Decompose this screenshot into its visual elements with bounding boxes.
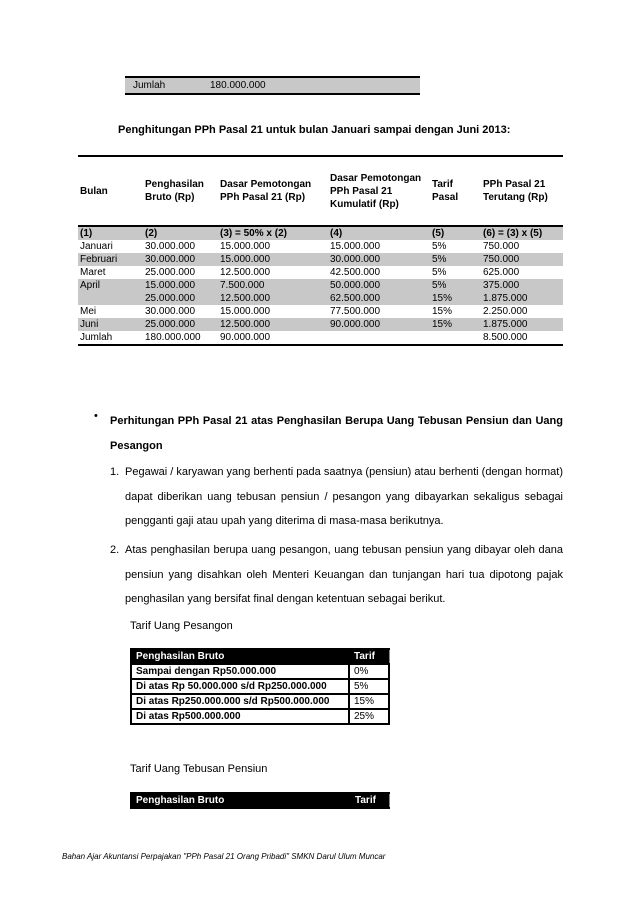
table-cell: 15.000.000 <box>220 306 271 317</box>
table-cell: 77.500.000 <box>330 306 381 317</box>
table-cell: 15.000.000 <box>218 253 328 266</box>
table-cell: 1.875.000 <box>481 318 563 331</box>
tebusan-table <box>130 792 390 809</box>
table-cell: 90.000.000 <box>328 318 430 331</box>
table-cell: 5% <box>432 241 447 252</box>
table-cell: 7.500.000 <box>218 279 328 292</box>
pesangon-caption: Tarif Uang Pesangon <box>130 620 233 632</box>
table-cell: Mei <box>80 306 97 317</box>
table-cell <box>78 292 143 305</box>
bracket-rate: 5% <box>349 679 389 694</box>
column-number: (5) <box>430 226 481 240</box>
summary-table <box>125 76 420 95</box>
table-row <box>78 279 563 292</box>
bracket-label: Di atas Rp 50.000.000 s/d Rp250.000.000 <box>131 679 349 694</box>
table-cell: 30.000.000 <box>143 253 218 266</box>
table-row <box>78 240 563 253</box>
section-title: Penghitungan PPh Pasal 21 untuk bulan Januari sampai dengan Juni 2013: <box>118 124 511 136</box>
table-cell: 15% <box>430 292 481 305</box>
table-cell: 2.250.000 <box>483 306 528 317</box>
column-header: Dasar Pemotongan PPh Pasal 21 Kumulatif (Rp) <box>328 156 430 226</box>
table-cell: 625.000 <box>483 267 520 278</box>
table-row <box>78 318 563 331</box>
column-number: (2) <box>143 226 218 240</box>
bullet-symbol: • <box>94 410 98 422</box>
table-cell: 750.000 <box>481 253 563 266</box>
table-row <box>78 331 563 345</box>
bracket-label: Di atas Rp500.000.000 <box>131 709 349 724</box>
table-cell: Juni <box>78 318 143 331</box>
table-cell: 90.000.000 <box>218 331 328 345</box>
table-cell: 62.500.000 <box>328 292 430 305</box>
pesangon-table <box>130 648 390 725</box>
item-1-text: Pegawai / karyawan yang berhenti pada saatnya (pensiun) atau berhenti (dengan hormat) dapat diberikan uang tebusan pensiun / pesangon yang dibayarkan sekaligus sebagai pengganti gaji atau upah yang diterima di masa-masa berikutnya. <box>125 466 563 527</box>
table-cell: 42.500.000 <box>330 267 381 278</box>
tebusan-caption: Tarif Uang Tebusan Pensiun <box>130 763 268 775</box>
bracket-label: Sampai dengan Rp50.000.000 <box>131 664 349 679</box>
header-income: Penghasilan Bruto <box>131 649 349 664</box>
table-cell: 25.000.000 <box>145 267 196 278</box>
summary-value: 180.000.000 <box>210 80 266 91</box>
table-cell <box>430 331 481 345</box>
table-cell: 15% <box>430 318 481 331</box>
table-cell: 15% <box>432 306 453 317</box>
table-cell: 25.000.000 <box>143 318 218 331</box>
column-header: Bulan <box>78 156 143 226</box>
table-cell: 180.000.000 <box>143 331 218 345</box>
table-cell: Jumlah <box>78 331 143 345</box>
header-rate: Tarif <box>349 649 389 664</box>
table-cell: 8.500.000 <box>481 331 563 345</box>
table-cell: 12.500.000 <box>218 318 328 331</box>
summary-label: Jumlah <box>133 80 166 91</box>
bracket-label: Di atas Rp250.000.000 s/d Rp500.000.000 <box>131 694 349 709</box>
table-cell: 12.500.000 <box>220 267 271 278</box>
header-income: Penghasilan Bruto <box>131 793 350 808</box>
table-cell: 25.000.000 <box>143 292 218 305</box>
column-header: Tarif Pasal <box>430 156 481 226</box>
table-cell: 5% <box>430 253 481 266</box>
table-cell: Februari <box>78 253 143 266</box>
bracket-rate: 0% <box>349 664 389 679</box>
bracket-rate: 15% <box>349 694 389 709</box>
table-cell: 15.000.000 <box>330 241 381 252</box>
column-number: (4) <box>328 226 430 240</box>
table-cell: 5% <box>432 267 447 278</box>
column-number: (1) <box>78 226 143 240</box>
table-cell: 15.000.000 <box>143 279 218 292</box>
table-cell: 30.000.000 <box>145 241 196 252</box>
table-cell: 375.000 <box>481 279 563 292</box>
bracket-rate: 25% <box>349 709 389 724</box>
column-header: PPh Pasal 21 Terutang (Rp) <box>481 156 563 226</box>
table-cell: 15.000.000 <box>220 241 271 252</box>
table-cell: Maret <box>80 267 106 278</box>
table-cell: 12.500.000 <box>218 292 328 305</box>
table-cell: Januari <box>80 241 113 252</box>
column-number: (3) = 50% x (2) <box>218 226 328 240</box>
item-2-number: 2. <box>110 544 120 556</box>
page-footer: Bahan Ajar Akuntansi Perpajakan "PPh Pasal 21 Orang Pribadi" SMKN Darul Ulum Muncar <box>62 852 386 861</box>
column-number: (6) = (3) x (5) <box>481 226 563 240</box>
item-2-text: Atas penghasilan berupa uang pesangon, uang tebusan pensiun yang dibayar oleh dana pensiun yang disahkan oleh Menteri Keuangan dan tunjangan hari tua dipotong pajak penghasilan yang bersifat final dengan ketentuan sebagai berikut. <box>125 544 563 605</box>
table-row <box>78 253 563 266</box>
table-cell: 5% <box>430 279 481 292</box>
table-cell <box>328 331 430 345</box>
pph-table <box>78 155 563 346</box>
table-row <box>78 305 563 318</box>
table-cell: 750.000 <box>483 241 520 252</box>
column-header: Penghasilan Bruto (Rp) <box>143 156 218 226</box>
item-1-number: 1. <box>110 466 120 478</box>
table-cell: 1.875.000 <box>481 292 563 305</box>
table-cell: 30.000.000 <box>145 306 196 317</box>
header-rate: Tarif <box>350 793 390 808</box>
table-row <box>78 292 563 305</box>
table-cell: 30.000.000 <box>328 253 430 266</box>
table-cell: April <box>78 279 143 292</box>
bullet-heading: Perhitungan PPh Pasal 21 atas Penghasilan Berupa Uang Tebusan Pensiun dan Uang Pesangon <box>110 415 563 452</box>
column-header: Dasar Pemotongan PPh Pasal 21 (Rp) <box>218 156 328 226</box>
table-row <box>78 266 563 279</box>
table-cell: 50.000.000 <box>328 279 430 292</box>
